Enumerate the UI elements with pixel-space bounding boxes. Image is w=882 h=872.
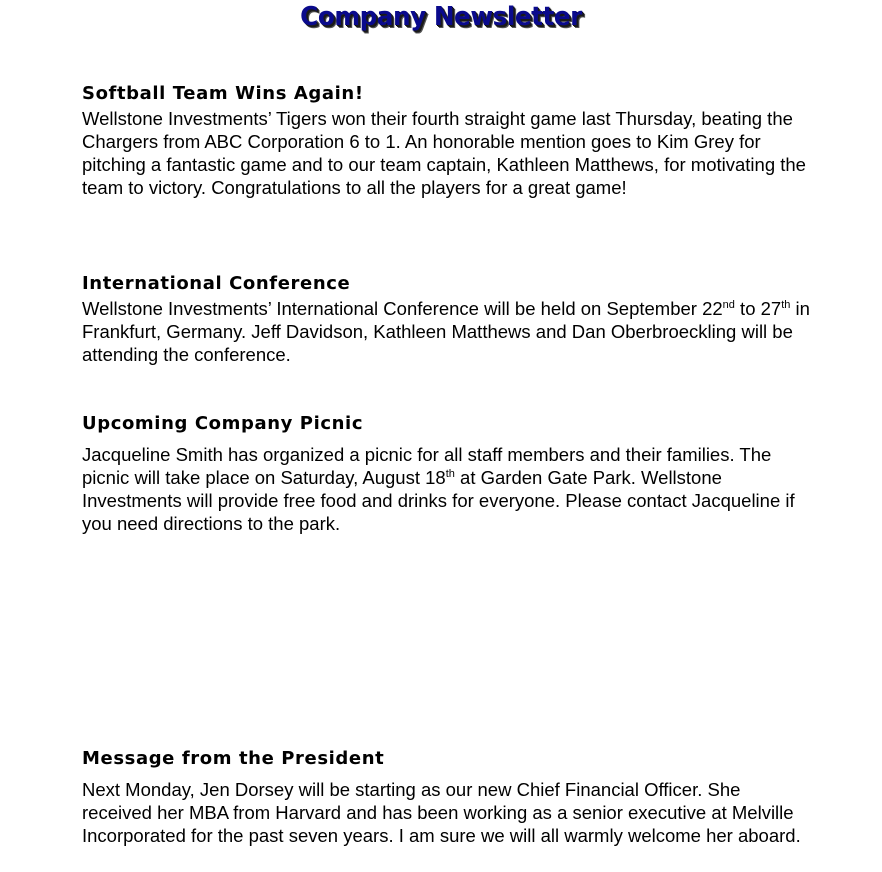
ordinal-suffix: nd [722,299,735,311]
article-heading: International Conference [82,273,351,294]
article-body: Wellstone Investments’ Tigers won their fourth straight game last Thursday, beating the Chargers from ABC Corporation 6 to 1. An honorable mention goes to Kim Grey for pitching a fantastic game and to our team captain, Kathleen Matthews, for motivating the team to victory. Congratulations to all the players for a great game! [82,108,806,198]
newsletter-title-text: Company Newsletter [300,2,582,32]
body-text: to 27 [734,298,782,319]
article-president-message [82,748,812,847]
article-picnic [82,413,812,535]
article-body [82,297,812,366]
article-conference [82,273,812,366]
ordinal-suffix: th [781,299,791,311]
body-text: Jacqueline Smith has organized a picnic for all staff members and their families. The picnic will take place on Saturday, August 18 [82,444,772,488]
article-body: Next Monday, Jen Dorsey will be starting as our new Chief Financial Officer. She received her MBA from Harvard and has been working as a senior executive at Melville Incorporated for the past seven years. I am sure we will all warmly welcome her aboard. [82,779,801,846]
article-heading: Softball Team Wins Again! [82,83,364,104]
body-text: Wellstone Investments’ International Conference will be held on September 22 [82,298,723,319]
newsletter-title [22,2,860,32]
body-text: at Garden Gate Park. Wellstone Investments will provide free food and drinks for everyone. Please contact Jacqueline if you need directions to the park. [82,467,795,534]
body-text: in Frankfurt, Germany. Jeff Davidson, Kathleen Matthews and Dan Oberbroeckling will be attending the conference. [82,298,810,365]
article-heading: Upcoming Company Picnic [82,413,364,434]
article-heading: Message from the President [82,748,385,769]
ordinal-suffix: th [445,468,455,480]
article-body [82,443,812,535]
article-softball [82,83,812,199]
